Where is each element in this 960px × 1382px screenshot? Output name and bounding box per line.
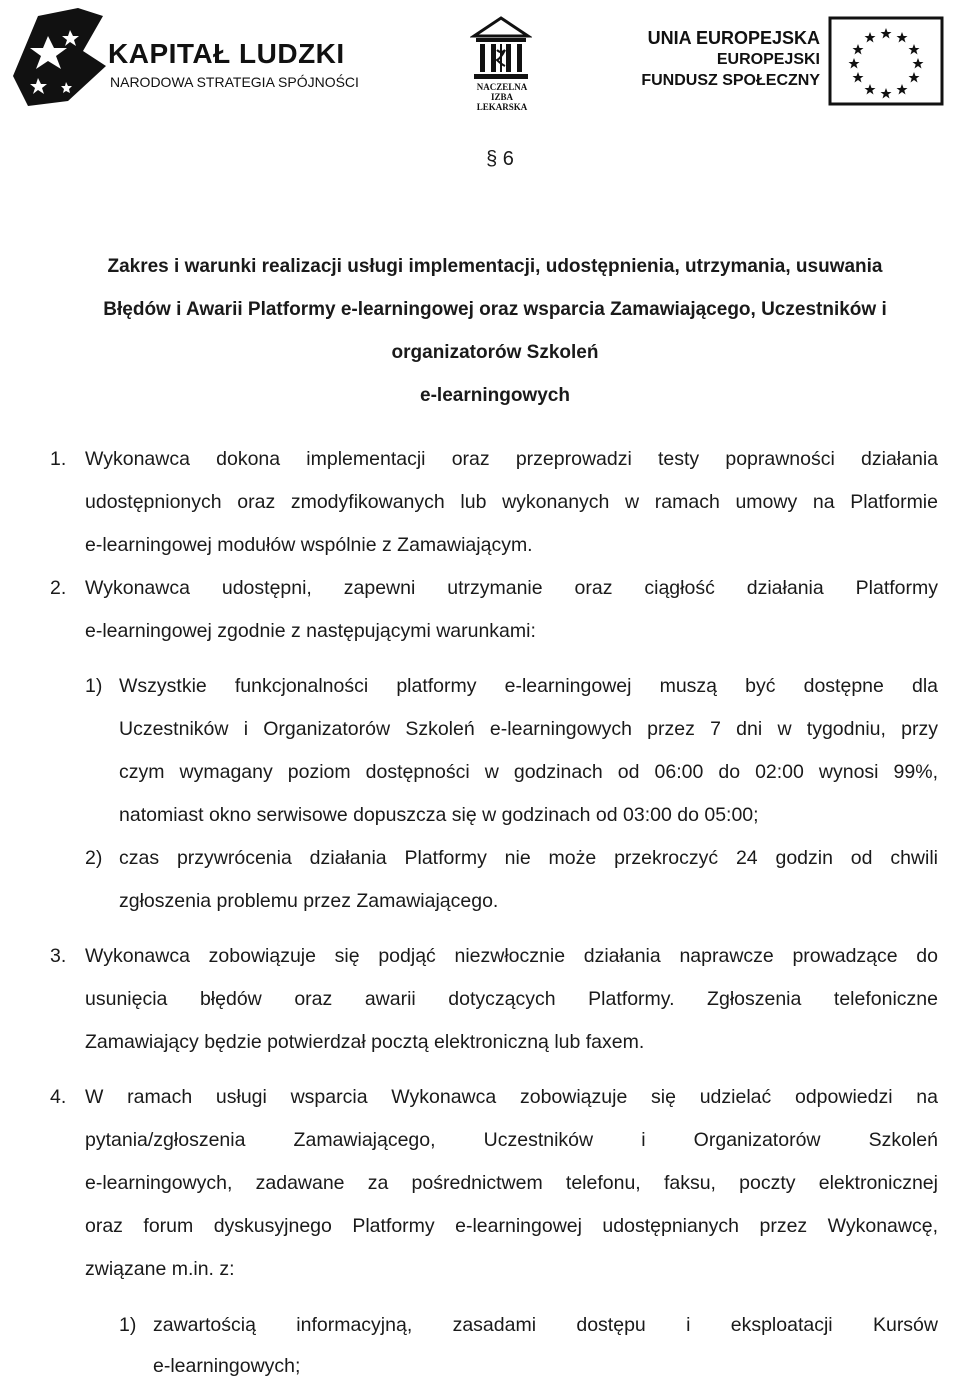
- section-heading-line: organizatorów Szkoleń: [391, 342, 599, 363]
- kl-subtitle: NARODOWA STRATEGIA SPÓJNOŚCI: [110, 74, 359, 90]
- item-number: 2.: [50, 577, 67, 599]
- item-number: 1.: [50, 448, 67, 470]
- subitem-text-line: Wszystkie funkcjonalności platformy e-learningowej muszą być dostępne dla: [119, 675, 938, 697]
- item-text-line: udostępnionych oraz zmodyfikowanych lub wykonanych w ramach umowy na Platformie: [85, 491, 938, 513]
- nil-line2: IZBA LEKARSKA: [476, 92, 528, 112]
- nil-line1: NACZELNA: [476, 82, 528, 92]
- subitem-text-line: e-learningowych;: [153, 1355, 301, 1377]
- kl-title: KAPITAŁ LUDZKI: [108, 38, 345, 69]
- subitem-text-line: zawartością informacyjną, zasadami dostępu i eksploatacji Kursów: [153, 1314, 938, 1336]
- subitem-text-line: czym wymagany poziom dostępności w godzinach od 06:00 do 02:00 wynosi 99%,: [119, 761, 938, 783]
- subitem-text-line: Uczestników i Organizatorów Szkoleń e-learningowych przez 7 dni w tygodniu, przy: [119, 718, 938, 740]
- item-text-line: Wykonawca dokona implementacji oraz przeprowadzi testy poprawności działania: [85, 448, 938, 470]
- item-number: 4.: [50, 1086, 67, 1108]
- item-text-line: Wykonawca zobowiązuje się podjąć niezwłocznie działania naprawcze prowadzące do: [85, 945, 938, 967]
- item-text-line: Zamawiający będzie potwierdzał pocztą elektroniczną lub faxem.: [85, 1031, 645, 1053]
- section-heading-line: Błędów i Awarii Platformy e-learningowej oraz wsparcia Zamawiającego, Uczestników i: [103, 299, 887, 320]
- subitem-number: 2): [85, 847, 103, 869]
- subitem-number: 1): [85, 675, 103, 697]
- item-text-line: W ramach usługi wsparcia Wykonawca zobowiązuje się udzielać odpowiedzi na: [85, 1086, 938, 1108]
- item-text-line: oraz forum dyskusyjnego Platformy e-learningowej udostępnianych przez Wykonawcę,: [85, 1215, 938, 1237]
- eu-line1: UNIA EUROPEJSKA: [647, 28, 820, 48]
- item-text-line: e-learningowych, zadawane za pośrednictwem telefonu, faksu, poczty elektronicznej: [85, 1172, 938, 1194]
- item-text-line: e-learningowej modułów wspólnie z Zamawiającym.: [85, 534, 533, 556]
- section-heading-line: e-learningowych: [420, 385, 570, 406]
- section-heading-line: Zakres i warunki realizacji usługi implementacji, udostępnienia, utrzymania, usuwania: [107, 256, 883, 277]
- subitem-text-line: czas przywrócenia działania Platformy nie może przekroczyć 24 godzin od chwili: [119, 847, 938, 869]
- item-number: 3.: [50, 945, 67, 967]
- item-text-line: e-learningowej zgodnie z następującymi warunkami:: [85, 620, 536, 642]
- subitem-text-line: zgłoszenia problemu przez Zamawiającego.: [119, 890, 499, 912]
- item-text-line: Wykonawca udostępni, zapewni utrzymanie oraz ciągłość działania Platformy: [85, 577, 938, 599]
- eu-line2: EUROPEJSKI: [716, 51, 820, 68]
- subitem-number: 1): [119, 1314, 137, 1336]
- item-text-line: usunięcia błędów oraz awarii dotyczących Platformy. Zgłoszenia telefoniczne: [85, 988, 938, 1010]
- item-text-line: związane m.in. z:: [85, 1258, 235, 1280]
- section-number: § 6: [486, 148, 514, 170]
- subitem-text-line: natomiast okno serwisowe dopuszcza się w godzinach od 03:00 do 05:00;: [119, 804, 759, 826]
- item-text-line: pytania/zgłoszenia Zamawiającego, Uczestników i Organizatorów Szkoleń: [85, 1129, 938, 1151]
- eu-line3: FUNDUSZ SPOŁECZNY: [641, 72, 820, 89]
